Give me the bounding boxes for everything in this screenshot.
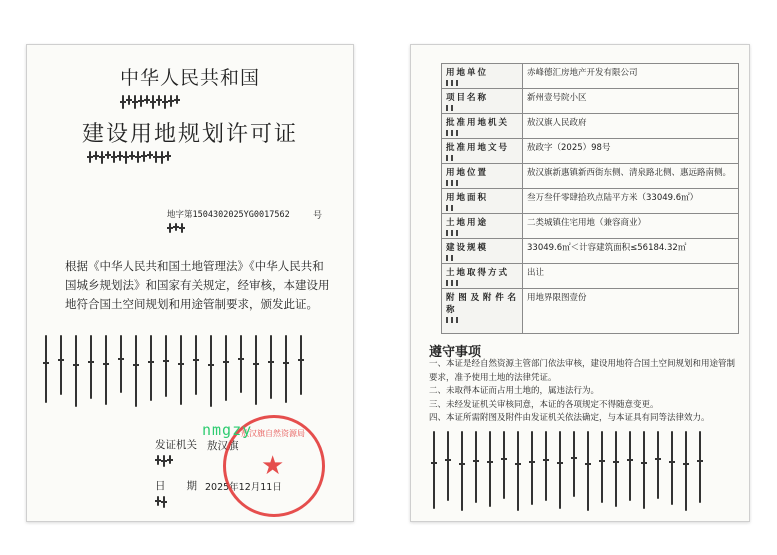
- table-row: [442, 89, 739, 114]
- table-row: [442, 289, 739, 334]
- watermark: nmgzy: [202, 421, 253, 439]
- row-label: 项目名称: [446, 93, 489, 103]
- row-label: 土地用途: [446, 218, 489, 228]
- table-row: [442, 189, 739, 214]
- certificate-body-text: 根据《中华人民共和国土地管理法》《中华人民共和国城乡规划法》和国家有关规定，经审核，本建设用地符合国土空间规划和用途管制要求，颁发此证。: [65, 259, 330, 311]
- issuing-authority-label: 发证机关: [155, 439, 197, 451]
- mongolian-script-notices: [433, 431, 701, 511]
- certificate-number: 地字第1504302025YG0017562: [167, 210, 290, 220]
- table-row: [442, 114, 739, 139]
- table-row: [442, 239, 739, 264]
- row-value: 新州壹号院小区: [523, 89, 739, 114]
- certificate-number-suffix: 号: [313, 211, 323, 221]
- table-row: [442, 264, 739, 289]
- row-value: 二类城镇住宅用地（兼容商业）: [523, 214, 739, 239]
- row-label: 用地面积: [446, 193, 489, 203]
- notice-title: 遵守事项: [429, 345, 482, 360]
- land-info-table: [441, 63, 739, 334]
- row-label: 附图及附件名称: [446, 293, 518, 315]
- row-label: 批准用地文号: [446, 143, 510, 153]
- row-value: 33049.6㎡＜计容建筑面积≤56184.32㎡: [523, 239, 739, 264]
- row-value: 敖汉旗新惠镇新西街东侧、清泉路北侧、惠远路南侧。: [523, 164, 739, 189]
- table-row: [442, 64, 739, 89]
- row-label: 用地位置: [446, 168, 489, 178]
- certificate-back-page: [410, 44, 750, 522]
- table-row: [442, 139, 739, 164]
- title-country: 中华人民共和国: [119, 67, 260, 89]
- table-row: [442, 164, 739, 189]
- mongolian-script-authority: [157, 455, 171, 467]
- row-value: 敖汉旗人民政府: [523, 114, 739, 139]
- notice-item: 四、本证所需附图及附件由发证机关依法确定，与本证具有同等法律效力。: [429, 413, 710, 423]
- seal-text: 敖汉旗自然资源局: [241, 429, 305, 438]
- row-label: 建设规模: [446, 243, 489, 253]
- row-label: 用地单位: [446, 68, 489, 78]
- row-value: 叁万叁仟零肆拾玖点陆平方米（33049.6㎡）: [523, 189, 739, 214]
- certificate-front-page: [26, 44, 354, 522]
- row-value: 出让: [523, 264, 739, 289]
- row-value: 敖政字（2025）98号: [523, 139, 739, 164]
- table-row: [442, 214, 739, 239]
- mongolian-script-title2: [89, 151, 169, 164]
- issue-date: 2025年12月11日: [205, 482, 282, 493]
- row-value: 用地界限图壹份: [523, 289, 739, 334]
- mongolian-script-date: [157, 496, 165, 508]
- date-label: 日 期: [155, 480, 197, 492]
- notice-item: 一、本证是经自然资源主管部门依法审核，建设用地符合国土空间规划和用途管制要求，准予使用土地的法律凭证。: [429, 359, 736, 383]
- row-label: 批准用地机关: [446, 118, 510, 128]
- mongolian-script-body: [45, 335, 302, 407]
- mongolian-script-title1: [122, 95, 178, 109]
- notice-list: [429, 358, 737, 426]
- row-value: 赤峰德汇房地产开发有限公司: [523, 64, 739, 89]
- seal-star-icon: ★: [261, 451, 285, 481]
- issuing-authority-value: 敖汉旗: [207, 440, 239, 452]
- notice-item: 二、未取得本证而占用土地的，属违法行为。: [429, 386, 600, 396]
- row-label: 土地取得方式: [446, 268, 510, 278]
- mongolian-script-certno: [169, 223, 183, 233]
- notice-item: 三、未经发证机关审核同意，本证的各项规定不得随意变更。: [429, 399, 659, 410]
- title-certificate: 建设用地规划许可证: [81, 122, 298, 147]
